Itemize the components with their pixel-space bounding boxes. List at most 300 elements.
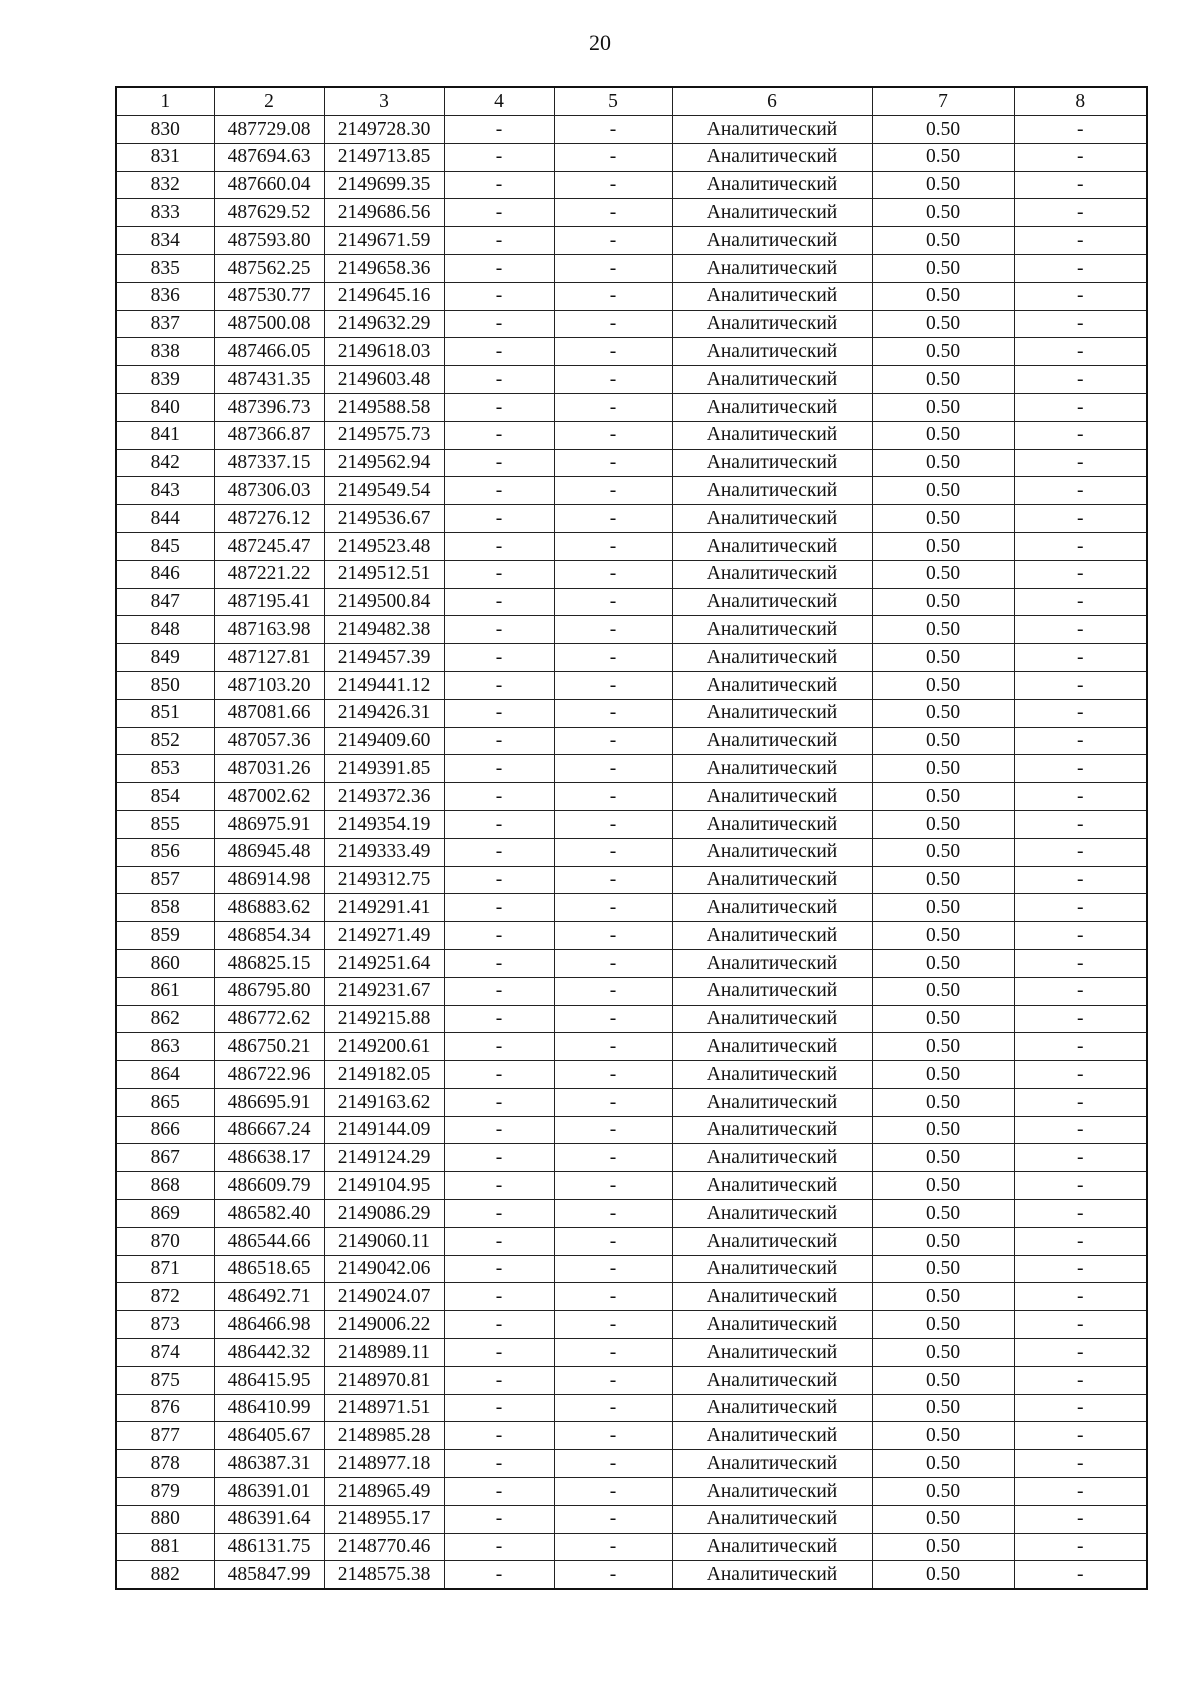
accuracy-cell: 0.50: [872, 1033, 1014, 1061]
x-coordinate-cell: 487031.26: [214, 755, 324, 783]
point-number-cell: 872: [116, 1283, 214, 1311]
y-coordinate-cell: 2149144.09: [324, 1116, 444, 1144]
column-8-cell: -: [1014, 1005, 1147, 1033]
table-row: [116, 810, 1147, 838]
method-cell: Аналитический: [672, 1227, 872, 1255]
column-8-cell: -: [1014, 393, 1147, 421]
column-5-cell: -: [554, 588, 672, 616]
column-8-cell: -: [1014, 838, 1147, 866]
method-cell: Аналитический: [672, 1033, 872, 1061]
column-5-cell: -: [554, 1505, 672, 1533]
y-coordinate-cell: 2149354.19: [324, 810, 444, 838]
column-4-cell: -: [444, 1311, 554, 1339]
table-row: [116, 477, 1147, 505]
column-8-cell: -: [1014, 1283, 1147, 1311]
accuracy-cell: 0.50: [872, 199, 1014, 227]
method-cell: Аналитический: [672, 977, 872, 1005]
column-5-cell: -: [554, 1255, 672, 1283]
column-5-cell: -: [554, 116, 672, 144]
method-cell: Аналитический: [672, 838, 872, 866]
column-8-cell: -: [1014, 1116, 1147, 1144]
column-5-cell: -: [554, 1561, 672, 1589]
method-cell: Аналитический: [672, 1533, 872, 1561]
table-row: [116, 1227, 1147, 1255]
column-4-cell: -: [444, 1005, 554, 1033]
point-number-cell: 875: [116, 1366, 214, 1394]
x-coordinate-cell: 486772.62: [214, 1005, 324, 1033]
accuracy-cell: 0.50: [872, 171, 1014, 199]
table-row: [116, 116, 1147, 144]
point-number-cell: 833: [116, 199, 214, 227]
table-row: [116, 755, 1147, 783]
x-coordinate-cell: 487221.22: [214, 560, 324, 588]
y-coordinate-cell: 2149603.48: [324, 366, 444, 394]
x-coordinate-cell: 486131.75: [214, 1533, 324, 1561]
y-coordinate-cell: 2149372.36: [324, 783, 444, 811]
y-coordinate-cell: 2148971.51: [324, 1394, 444, 1422]
column-8-cell: -: [1014, 1172, 1147, 1200]
accuracy-cell: 0.50: [872, 671, 1014, 699]
y-coordinate-cell: 2148970.81: [324, 1366, 444, 1394]
table-row: [116, 254, 1147, 282]
column-5-cell: -: [554, 393, 672, 421]
column-4-cell: -: [444, 449, 554, 477]
y-coordinate-cell: 2149200.61: [324, 1033, 444, 1061]
column-4-cell: -: [444, 616, 554, 644]
column-5-cell: -: [554, 227, 672, 255]
column-8-cell: -: [1014, 894, 1147, 922]
column-4-cell: -: [444, 1088, 554, 1116]
column-5-cell: -: [554, 366, 672, 394]
column-5-cell: -: [554, 143, 672, 171]
column-header: 6: [672, 87, 872, 116]
column-8-cell: -: [1014, 866, 1147, 894]
point-number-cell: 845: [116, 532, 214, 560]
column-8-cell: -: [1014, 977, 1147, 1005]
y-coordinate-cell: 2149291.41: [324, 894, 444, 922]
table-row: [116, 1088, 1147, 1116]
x-coordinate-cell: 486883.62: [214, 894, 324, 922]
column-8-cell: -: [1014, 783, 1147, 811]
x-coordinate-cell: 486405.67: [214, 1422, 324, 1450]
method-cell: Аналитический: [672, 949, 872, 977]
accuracy-cell: 0.50: [872, 1200, 1014, 1228]
method-cell: Аналитический: [672, 1061, 872, 1089]
y-coordinate-cell: 2149523.48: [324, 532, 444, 560]
column-4-cell: -: [444, 1061, 554, 1089]
y-coordinate-cell: 2149182.05: [324, 1061, 444, 1089]
column-8-cell: -: [1014, 421, 1147, 449]
y-coordinate-cell: 2149042.06: [324, 1255, 444, 1283]
column-header: 8: [1014, 87, 1147, 116]
column-8-cell: -: [1014, 644, 1147, 672]
accuracy-cell: 0.50: [872, 1394, 1014, 1422]
table-row: [116, 1505, 1147, 1533]
column-5-cell: -: [554, 532, 672, 560]
y-coordinate-cell: 2149215.88: [324, 1005, 444, 1033]
point-number-cell: 863: [116, 1033, 214, 1061]
column-header: 1: [116, 87, 214, 116]
table-row: [116, 699, 1147, 727]
method-cell: Аналитический: [672, 1088, 872, 1116]
accuracy-cell: 0.50: [872, 1172, 1014, 1200]
method-cell: Аналитический: [672, 254, 872, 282]
method-cell: Аналитический: [672, 477, 872, 505]
table-row: [116, 560, 1147, 588]
y-coordinate-cell: 2148770.46: [324, 1533, 444, 1561]
accuracy-cell: 0.50: [872, 1505, 1014, 1533]
column-5-cell: -: [554, 560, 672, 588]
column-8-cell: -: [1014, 366, 1147, 394]
method-cell: Аналитический: [672, 199, 872, 227]
table-row: [116, 1311, 1147, 1339]
column-4-cell: -: [444, 1422, 554, 1450]
column-8-cell: -: [1014, 922, 1147, 950]
column-5-cell: -: [554, 699, 672, 727]
y-coordinate-cell: 2149457.39: [324, 644, 444, 672]
method-cell: Аналитический: [672, 616, 872, 644]
column-8-cell: -: [1014, 1144, 1147, 1172]
point-number-cell: 874: [116, 1339, 214, 1367]
method-cell: Аналитический: [672, 560, 872, 588]
column-5-cell: -: [554, 755, 672, 783]
method-cell: Аналитический: [672, 1366, 872, 1394]
column-4-cell: -: [444, 866, 554, 894]
accuracy-cell: 0.50: [872, 1561, 1014, 1589]
column-5-cell: -: [554, 199, 672, 227]
method-cell: Аналитический: [672, 866, 872, 894]
y-coordinate-cell: 2149686.56: [324, 199, 444, 227]
table-header-row: [116, 87, 1147, 116]
column-8-cell: -: [1014, 560, 1147, 588]
x-coordinate-cell: 487276.12: [214, 505, 324, 533]
page-number: 20: [589, 30, 611, 55]
method-cell: Аналитический: [672, 532, 872, 560]
column-4-cell: -: [444, 227, 554, 255]
table-row: [116, 1061, 1147, 1089]
y-coordinate-cell: 2149618.03: [324, 338, 444, 366]
column-4-cell: -: [444, 199, 554, 227]
table-row: [116, 1394, 1147, 1422]
x-coordinate-cell: 486638.17: [214, 1144, 324, 1172]
table-row: [116, 505, 1147, 533]
column-header: 4: [444, 87, 554, 116]
column-8-cell: -: [1014, 477, 1147, 505]
accuracy-cell: 0.50: [872, 699, 1014, 727]
x-coordinate-cell: 486825.15: [214, 949, 324, 977]
accuracy-cell: 0.50: [872, 1116, 1014, 1144]
table-row: [116, 532, 1147, 560]
x-coordinate-cell: 486609.79: [214, 1172, 324, 1200]
column-4-cell: -: [444, 727, 554, 755]
method-cell: Аналитический: [672, 1116, 872, 1144]
point-number-cell: 876: [116, 1394, 214, 1422]
y-coordinate-cell: 2148965.49: [324, 1478, 444, 1506]
method-cell: Аналитический: [672, 1505, 872, 1533]
x-coordinate-cell: 487163.98: [214, 616, 324, 644]
y-coordinate-cell: 2149645.16: [324, 282, 444, 310]
column-5-cell: -: [554, 477, 672, 505]
method-cell: Аналитический: [672, 1311, 872, 1339]
column-4-cell: -: [444, 505, 554, 533]
accuracy-cell: 0.50: [872, 1478, 1014, 1506]
table-row: [116, 171, 1147, 199]
x-coordinate-cell: 487431.35: [214, 366, 324, 394]
y-coordinate-cell: 2149699.35: [324, 171, 444, 199]
column-5-cell: -: [554, 1533, 672, 1561]
column-8-cell: -: [1014, 449, 1147, 477]
x-coordinate-cell: 487694.63: [214, 143, 324, 171]
point-number-cell: 831: [116, 143, 214, 171]
column-5-cell: -: [554, 1339, 672, 1367]
column-8-cell: -: [1014, 282, 1147, 310]
point-number-cell: 868: [116, 1172, 214, 1200]
accuracy-cell: 0.50: [872, 866, 1014, 894]
table-row: [116, 588, 1147, 616]
accuracy-cell: 0.50: [872, 116, 1014, 144]
method-cell: Аналитический: [672, 810, 872, 838]
x-coordinate-cell: 487593.80: [214, 227, 324, 255]
column-8-cell: -: [1014, 116, 1147, 144]
column-5-cell: -: [554, 505, 672, 533]
accuracy-cell: 0.50: [872, 1533, 1014, 1561]
column-4-cell: -: [444, 699, 554, 727]
column-5-cell: -: [554, 1450, 672, 1478]
point-number-cell: 850: [116, 671, 214, 699]
method-cell: Аналитический: [672, 393, 872, 421]
column-5-cell: -: [554, 310, 672, 338]
method-cell: Аналитический: [672, 783, 872, 811]
y-coordinate-cell: 2149562.94: [324, 449, 444, 477]
column-4-cell: -: [444, 1478, 554, 1506]
column-5-cell: -: [554, 171, 672, 199]
method-cell: Аналитический: [672, 1394, 872, 1422]
method-cell: Аналитический: [672, 143, 872, 171]
column-8-cell: -: [1014, 671, 1147, 699]
column-8-cell: -: [1014, 227, 1147, 255]
table-row: [116, 366, 1147, 394]
accuracy-cell: 0.50: [872, 810, 1014, 838]
column-8-cell: -: [1014, 310, 1147, 338]
column-4-cell: -: [444, 1505, 554, 1533]
column-5-cell: -: [554, 282, 672, 310]
column-4-cell: -: [444, 1450, 554, 1478]
column-5-cell: -: [554, 1088, 672, 1116]
point-number-cell: 834: [116, 227, 214, 255]
column-8-cell: -: [1014, 588, 1147, 616]
accuracy-cell: 0.50: [872, 282, 1014, 310]
accuracy-cell: 0.50: [872, 616, 1014, 644]
method-cell: Аналитический: [672, 421, 872, 449]
method-cell: Аналитический: [672, 1422, 872, 1450]
column-5-cell: -: [554, 949, 672, 977]
table-row: [116, 338, 1147, 366]
column-8-cell: -: [1014, 1200, 1147, 1228]
column-8-cell: -: [1014, 810, 1147, 838]
table-row: [116, 616, 1147, 644]
y-coordinate-cell: 2148575.38: [324, 1561, 444, 1589]
accuracy-cell: 0.50: [872, 227, 1014, 255]
y-coordinate-cell: 2149124.29: [324, 1144, 444, 1172]
column-5-cell: -: [554, 783, 672, 811]
column-5-cell: -: [554, 838, 672, 866]
y-coordinate-cell: 2149104.95: [324, 1172, 444, 1200]
point-number-cell: 861: [116, 977, 214, 1005]
method-cell: Аналитический: [672, 671, 872, 699]
table-row: [116, 199, 1147, 227]
method-cell: Аналитический: [672, 227, 872, 255]
column-8-cell: -: [1014, 1422, 1147, 1450]
table-row: [116, 282, 1147, 310]
point-number-cell: 878: [116, 1450, 214, 1478]
y-coordinate-cell: 2149271.49: [324, 922, 444, 950]
column-4-cell: -: [444, 393, 554, 421]
y-coordinate-cell: 2149163.62: [324, 1088, 444, 1116]
method-cell: Аналитический: [672, 1450, 872, 1478]
column-5-cell: -: [554, 1033, 672, 1061]
column-4-cell: -: [444, 310, 554, 338]
accuracy-cell: 0.50: [872, 644, 1014, 672]
accuracy-cell: 0.50: [872, 1061, 1014, 1089]
method-cell: Аналитический: [672, 727, 872, 755]
table-row: [116, 894, 1147, 922]
x-coordinate-cell: 486854.34: [214, 922, 324, 950]
table-row: [116, 421, 1147, 449]
column-header: 5: [554, 87, 672, 116]
point-number-cell: 838: [116, 338, 214, 366]
method-cell: Аналитический: [672, 116, 872, 144]
y-coordinate-cell: 2149426.31: [324, 699, 444, 727]
method-cell: Аналитический: [672, 282, 872, 310]
column-8-cell: -: [1014, 755, 1147, 783]
accuracy-cell: 0.50: [872, 1144, 1014, 1172]
accuracy-cell: 0.50: [872, 949, 1014, 977]
x-coordinate-cell: 486442.32: [214, 1339, 324, 1367]
column-4-cell: -: [444, 338, 554, 366]
point-number-cell: 880: [116, 1505, 214, 1533]
method-cell: Аналитический: [672, 1005, 872, 1033]
x-coordinate-cell: 487002.62: [214, 783, 324, 811]
column-8-cell: -: [1014, 1533, 1147, 1561]
table-row: [116, 1422, 1147, 1450]
method-cell: Аналитический: [672, 1200, 872, 1228]
point-number-cell: 858: [116, 894, 214, 922]
point-number-cell: 865: [116, 1088, 214, 1116]
column-5-cell: -: [554, 1227, 672, 1255]
column-5-cell: -: [554, 1394, 672, 1422]
x-coordinate-cell: 487245.47: [214, 532, 324, 560]
x-coordinate-cell: 486391.01: [214, 1478, 324, 1506]
accuracy-cell: 0.50: [872, 338, 1014, 366]
column-8-cell: -: [1014, 171, 1147, 199]
coordinates-table: [115, 86, 1148, 1590]
column-8-cell: -: [1014, 143, 1147, 171]
x-coordinate-cell: 486492.71: [214, 1283, 324, 1311]
column-4-cell: -: [444, 1533, 554, 1561]
column-5-cell: -: [554, 338, 672, 366]
table-row: [116, 1172, 1147, 1200]
column-5-cell: -: [554, 1283, 672, 1311]
column-5-cell: -: [554, 1144, 672, 1172]
column-8-cell: -: [1014, 532, 1147, 560]
table-row: [116, 1366, 1147, 1394]
accuracy-cell: 0.50: [872, 449, 1014, 477]
column-4-cell: -: [444, 1033, 554, 1061]
column-5-cell: -: [554, 810, 672, 838]
x-coordinate-cell: 486582.40: [214, 1200, 324, 1228]
x-coordinate-cell: 487660.04: [214, 171, 324, 199]
y-coordinate-cell: 2149060.11: [324, 1227, 444, 1255]
column-8-cell: -: [1014, 199, 1147, 227]
column-8-cell: -: [1014, 254, 1147, 282]
point-number-cell: 855: [116, 810, 214, 838]
y-coordinate-cell: 2149713.85: [324, 143, 444, 171]
column-4-cell: -: [444, 1394, 554, 1422]
accuracy-cell: 0.50: [872, 532, 1014, 560]
column-4-cell: -: [444, 532, 554, 560]
column-5-cell: -: [554, 644, 672, 672]
table-row: [116, 1116, 1147, 1144]
point-number-cell: 836: [116, 282, 214, 310]
x-coordinate-cell: 487337.15: [214, 449, 324, 477]
y-coordinate-cell: 2149251.64: [324, 949, 444, 977]
y-coordinate-cell: 2148989.11: [324, 1339, 444, 1367]
column-4-cell: -: [444, 1283, 554, 1311]
x-coordinate-cell: 487466.05: [214, 338, 324, 366]
x-coordinate-cell: 486695.91: [214, 1088, 324, 1116]
point-number-cell: 832: [116, 171, 214, 199]
accuracy-cell: 0.50: [872, 838, 1014, 866]
y-coordinate-cell: 2149512.51: [324, 560, 444, 588]
x-coordinate-cell: 486750.21: [214, 1033, 324, 1061]
column-8-cell: -: [1014, 699, 1147, 727]
column-8-cell: -: [1014, 338, 1147, 366]
x-coordinate-cell: 487562.25: [214, 254, 324, 282]
column-4-cell: -: [444, 171, 554, 199]
table-row: [116, 1478, 1147, 1506]
point-number-cell: 857: [116, 866, 214, 894]
column-5-cell: -: [554, 977, 672, 1005]
method-cell: Аналитический: [672, 338, 872, 366]
y-coordinate-cell: 2149441.12: [324, 671, 444, 699]
column-4-cell: -: [444, 1366, 554, 1394]
column-8-cell: -: [1014, 727, 1147, 755]
x-coordinate-cell: 486518.65: [214, 1255, 324, 1283]
column-4-cell: -: [444, 644, 554, 672]
column-4-cell: -: [444, 810, 554, 838]
point-number-cell: 830: [116, 116, 214, 144]
accuracy-cell: 0.50: [872, 783, 1014, 811]
accuracy-cell: 0.50: [872, 894, 1014, 922]
accuracy-cell: 0.50: [872, 1283, 1014, 1311]
column-4-cell: -: [444, 755, 554, 783]
column-8-cell: -: [1014, 1255, 1147, 1283]
accuracy-cell: 0.50: [872, 977, 1014, 1005]
column-5-cell: -: [554, 1200, 672, 1228]
column-4-cell: -: [444, 560, 554, 588]
point-number-cell: 847: [116, 588, 214, 616]
column-8-cell: -: [1014, 1088, 1147, 1116]
point-number-cell: 873: [116, 1311, 214, 1339]
table-row: [116, 838, 1147, 866]
column-8-cell: -: [1014, 1394, 1147, 1422]
y-coordinate-cell: 2149575.73: [324, 421, 444, 449]
table-body: [116, 116, 1147, 1590]
table-row: [116, 310, 1147, 338]
x-coordinate-cell: 486975.91: [214, 810, 324, 838]
point-number-cell: 882: [116, 1561, 214, 1589]
accuracy-cell: 0.50: [872, 366, 1014, 394]
